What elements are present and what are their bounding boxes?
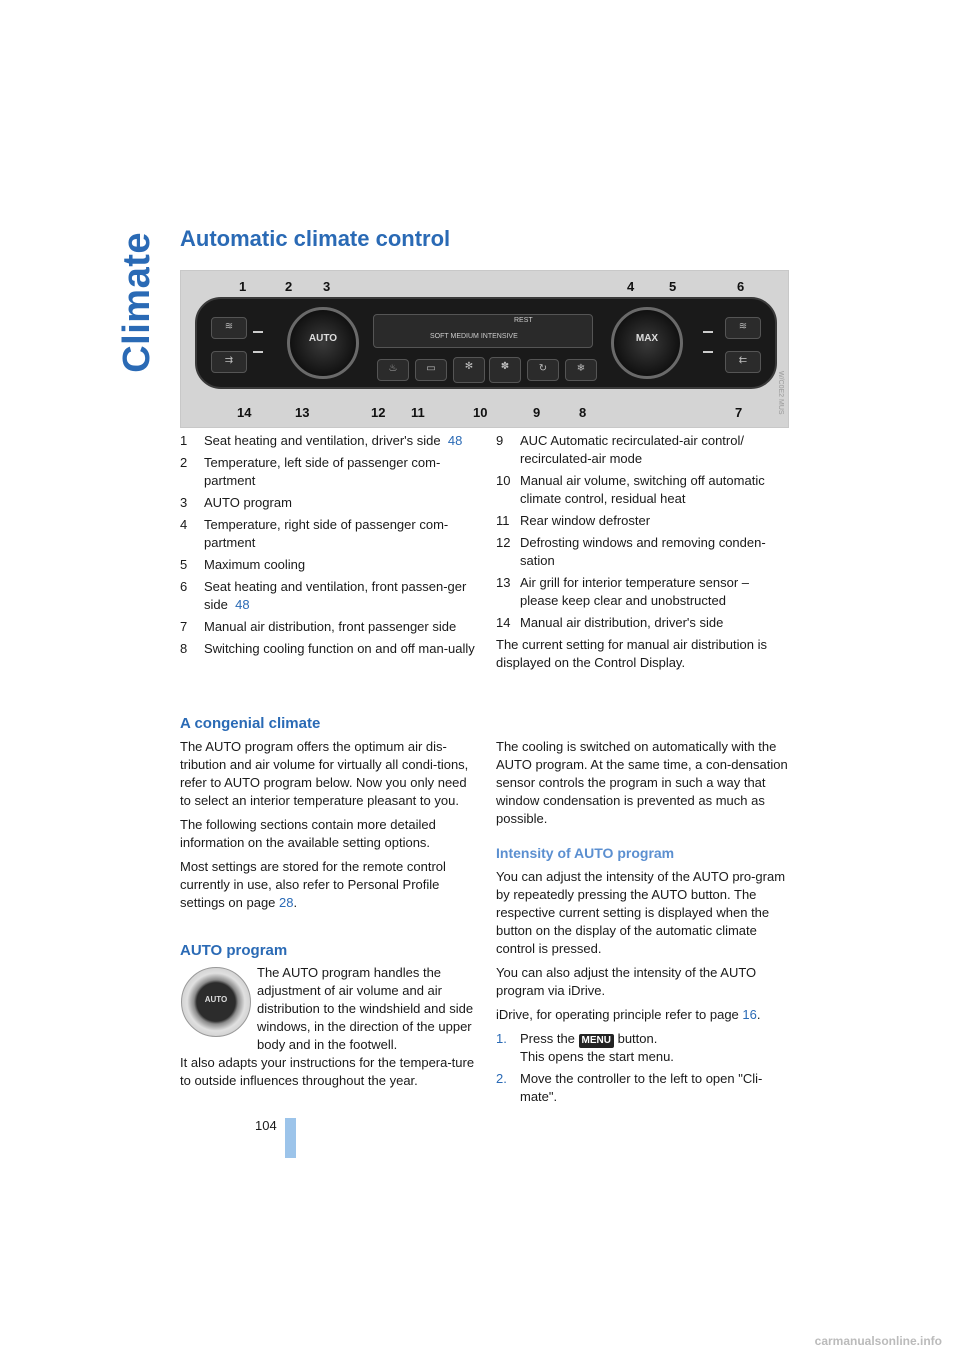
cooling-text: The cooling is switched on automatically with the AUTO program. At the same time, a con-densation sensor controls the program in such a way that window condensation is prevented as much as possible. [496, 739, 788, 826]
rear-defrost-button[interactable] [415, 359, 447, 381]
legend-item: 11 Rear window defroster [496, 513, 651, 528]
intensity-display [373, 314, 593, 348]
auto-label: AUTO [204, 995, 228, 1004]
callout-13: 13 [295, 405, 310, 420]
callout-5: 5 [669, 279, 677, 294]
seat-heat-passenger-button[interactable] [725, 317, 761, 339]
air-distribution-icon: ⇉ [224, 355, 234, 366]
indicator-dash [703, 331, 713, 333]
intensity-text: You can adjust the intensity of the AUTO pro-gram by repeatedly pressing the AUTO button. The respective current setting is displayed when the button on the display of the automatic climate control is pressed. You can also adjust the intensity of the AUTO program via iDrive. iDrive, for operating principle refer to page 16. 1. Press the MENU button. This opens the start menu. 2. Move the controller to the left to open "Cli-mate". [496, 868, 788, 1110]
section-title-intensity: Intensity of AUTO program [496, 845, 675, 861]
indicator-dash [253, 351, 263, 353]
left-temperature-knob[interactable] [287, 307, 359, 379]
display-intensity-text: SOFT MEDIUM INTENSIVE [430, 333, 518, 340]
rear-defrost-icon: ▭ [426, 363, 436, 374]
air-volume-down-button[interactable] [453, 357, 485, 383]
page-heading: Automatic climate control [180, 226, 451, 251]
defrost-icon: ♨ [388, 363, 398, 374]
step-item: 1. Press the MENU button. This opens the start menu. [496, 1031, 674, 1064]
auto-text-full: It also adapts your instructions for the tempera-ture to outside influences throughout the year. [180, 1055, 475, 1088]
legend-item: 6 Seat heating and ventilation, front passen-ger side 48 [180, 579, 467, 612]
callout-7: 7 [735, 405, 743, 420]
cooling-button[interactable] [565, 359, 597, 381]
page-ref-link[interactable]: 48 [235, 597, 250, 612]
chapter-title: Climate [116, 232, 158, 373]
seat-heat-icon: ≋ [738, 321, 748, 332]
congenial-text: The AUTO program offers the optimum air dis-tribution and air volume for virtually all condi-tions, refer to AUTO program below. Now you only need to select an interior temperature pleasant to you. The following sections contain more detailed information on the available setting options. Most settings are stored for the remote control currently in use, also refer to Personal Profile settings on page 28. [180, 739, 469, 910]
legend-item: 8 Switching cooling function on and off man-ually [180, 641, 475, 656]
legend-item: 7 Manual air distribution, front passenger side [180, 619, 457, 634]
legend-item: 2 Temperature, left side of passenger com-partment [180, 455, 441, 488]
auto-button-image [181, 967, 251, 1037]
legend-item: 1 Seat heating and ventilation, driver's side 48 [180, 433, 463, 448]
legend-item: 14 Manual air distribution, driver's side [496, 615, 724, 630]
footer-watermark: carmanualsonline.info [814, 1334, 942, 1348]
legend-item: 4 Temperature, right side of passenger com-partment [180, 517, 449, 550]
fan-large-icon: ✽ [500, 361, 510, 372]
seat-heat-driver-button[interactable] [211, 317, 247, 339]
callout-6: 6 [737, 279, 745, 294]
air-volume-up-button[interactable] [489, 357, 521, 383]
right-temperature-knob[interactable] [611, 307, 683, 379]
legend-right [496, 432, 788, 678]
legend-item: 9 AUC Automatic recirculated-air control/ recirculated-air mode [496, 433, 744, 466]
climate-control-figure [180, 270, 789, 428]
callout-1: 1 [239, 279, 247, 294]
callout-4: 4 [627, 279, 635, 294]
section-title-auto: AUTO program [180, 942, 288, 959]
page-ref-link[interactable]: 16 [742, 1007, 757, 1022]
callout-2: 2 [285, 279, 293, 294]
page-number: 104 [255, 1118, 277, 1133]
callout-8: 8 [579, 405, 587, 420]
display-rest-text: REST [514, 317, 533, 324]
legend-item: 5 Maximum cooling [180, 557, 306, 572]
max-label: MAX [635, 333, 659, 344]
legend-item: 13 Air grill for interior temperature sensor – please keep clear and unobstructed [496, 575, 750, 608]
air-dist-passenger-button[interactable] [725, 351, 761, 373]
defrost-windows-button[interactable] [377, 359, 409, 381]
image-code: W/C0E2 MUS [777, 371, 784, 415]
legend-note: The current setting for manual air distribution is displayed on the Control Display. [496, 637, 767, 670]
auto-text-wrapped: The AUTO program handles the adjustment of air volume and air distribution to the windshield and side windows, in the direction of the upper body and in the footwell. [257, 965, 474, 1052]
indicator-dash [703, 351, 713, 353]
page-ref-link[interactable]: 28 [279, 895, 294, 910]
callout-12: 12 [371, 405, 386, 420]
recirculation-button[interactable] [527, 359, 559, 381]
page-marker-bar [285, 1118, 296, 1158]
legend-item: 12 Defrosting windows and removing conden-sation [496, 535, 766, 568]
fan-small-icon: ✻ [464, 361, 474, 372]
legend-item: 3 AUTO program [180, 495, 292, 510]
callout-10: 10 [473, 405, 488, 420]
legend-left [180, 432, 476, 662]
callout-14: 14 [237, 405, 252, 420]
callout-9: 9 [533, 405, 541, 420]
menu-key-icon: MENU [579, 1034, 614, 1048]
seat-heat-icon: ≋ [224, 321, 234, 332]
step-item: 2. Move the controller to the left to open "Cli-mate". [496, 1071, 763, 1104]
air-distribution-icon: ⇇ [738, 355, 748, 366]
recirculation-icon: ↻ [538, 363, 548, 374]
indicator-dash [253, 331, 263, 333]
control-panel [195, 297, 777, 389]
callout-11: 11 [411, 405, 425, 420]
legend-item: 10 Manual air volume, switching off automatic climate control, residual heat [496, 473, 765, 506]
snowflake-icon: ❄ [576, 363, 586, 374]
section-title-congenial: A congenial climate [180, 715, 321, 732]
callout-3: 3 [323, 279, 331, 294]
air-dist-driver-button[interactable] [211, 351, 247, 373]
auto-label: AUTO [308, 333, 338, 344]
page-ref-link[interactable]: 48 [447, 433, 463, 448]
